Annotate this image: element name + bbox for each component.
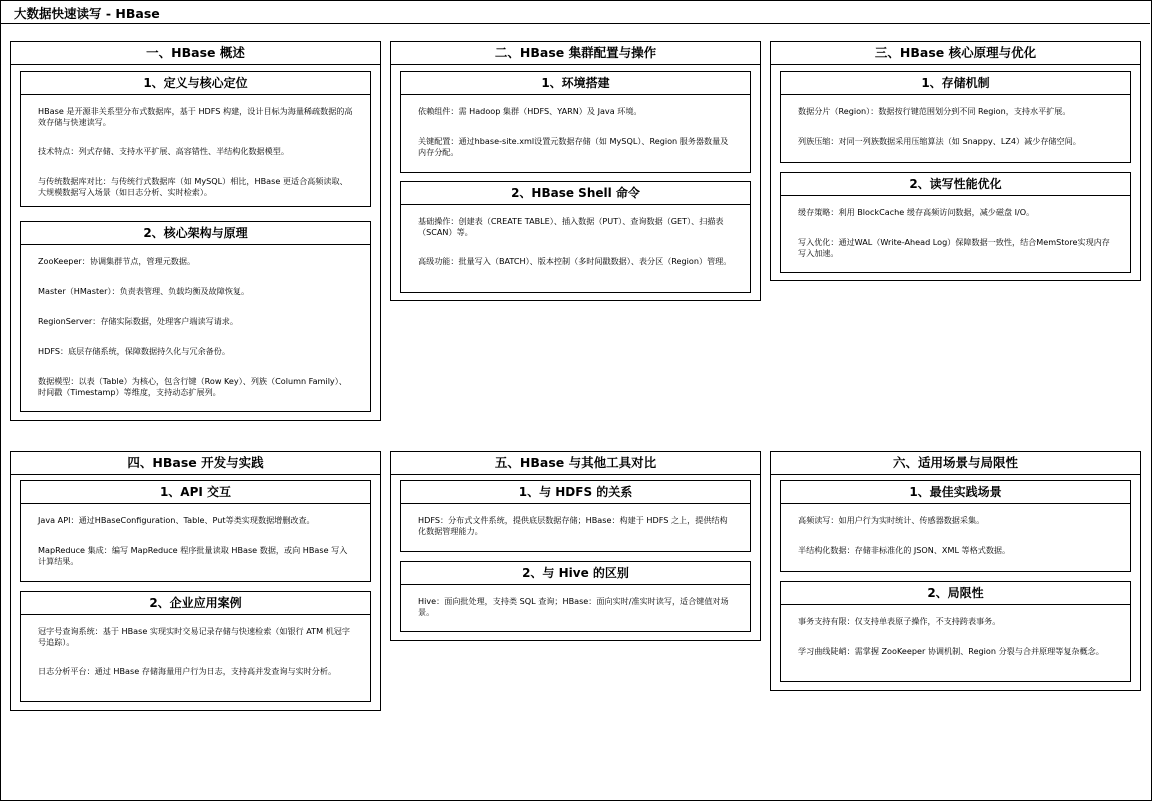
section-cluster-config <box>390 41 761 301</box>
card-title: 1、与 HDFS 的关系 <box>401 481 750 504</box>
card-limitations <box>780 581 1131 682</box>
card-text: Hive：面向批处理，支持类 SQL 查询；HBase：面向实时/准实时读写，适合键值对场景。 <box>418 596 729 617</box>
section-overview <box>10 41 381 421</box>
card-text: 冠字号查询系统：基于 HBase 实现实时交易记录存储与快速检索（如银行 ATM 机冠字号追踪）。 <box>38 626 350 647</box>
card-text: 事务支持有限：仅支持单表原子操作，不支持跨表事务。 <box>798 616 1001 626</box>
card-text: Master（HMaster）：负责表管理、负载均衡及故障恢复。 <box>38 286 250 296</box>
card-title: 2、HBase Shell 命令 <box>401 182 750 205</box>
section-title: 三、HBase 核心原理与优化 <box>771 42 1140 65</box>
section-core-principles <box>770 41 1141 281</box>
card-title: 2、与 Hive 的区别 <box>401 562 750 585</box>
card-title: 2、核心架构与原理 <box>21 222 370 245</box>
card-performance-optimization <box>780 172 1131 273</box>
card-title: 1、环境搭建 <box>401 72 750 95</box>
card-text: HDFS：底层存储系统，保障数据持久化与冗余备份。 <box>38 346 230 356</box>
card-title: 2、局限性 <box>781 582 1130 605</box>
section-title: 二、HBase 集群配置与操作 <box>391 42 760 65</box>
card-title: 2、读写性能优化 <box>781 173 1130 196</box>
card-hdfs-relation <box>400 480 751 552</box>
card-title: 2、企业应用案例 <box>21 592 370 615</box>
card-storage-mechanism <box>780 71 1131 163</box>
title-bar <box>0 0 1150 24</box>
page-title: 大数据快速读写 - HBase <box>14 6 160 21</box>
card-text: 与传统数据库对比：与传统行式数据库（如 MySQL）相比，HBase 更适合高频读取、大规模数据写入场景（如日志分析、实时检索）。 <box>38 176 348 197</box>
card-text: Java API：通过HBaseConfiguration、Table、Put等类实现数据增删改查。 <box>38 515 315 525</box>
card-hbase-shell <box>400 181 751 293</box>
card-definition <box>20 71 371 207</box>
section-development-practice <box>10 451 381 711</box>
card-text: 缓存策略：利用 BlockCache 缓存高频访问数据，减少磁盘 I/O。 <box>798 207 1035 217</box>
card-text: HDFS：分布式文件系统，提供底层数据存储；HBase：构建于 HDFS 之上，提供结构化数据管理能力。 <box>418 515 728 536</box>
card-text: 依赖组件：需 Hadoop 集群（HDFS、YARN）及 Java 环境。 <box>418 106 642 116</box>
card-environment-setup <box>400 71 751 173</box>
card-architecture <box>20 221 371 412</box>
section-scenarios-limitations <box>770 451 1141 691</box>
section-title: 四、HBase 开发与实践 <box>11 452 380 475</box>
card-text: 数据分片（Region）：数据按行键范围划分到不同 Region，支持水平扩展。 <box>798 106 1071 116</box>
card-text: 高级功能：批量写入（BATCH）、版本控制（多时间戳数据）、表分区（Region）管理。 <box>418 256 732 266</box>
card-enterprise-cases <box>20 591 371 702</box>
card-text: ZooKeeper：协调集群节点，管理元数据。 <box>38 256 196 266</box>
section-tool-comparison <box>390 451 761 641</box>
card-title: 1、存储机制 <box>781 72 1130 95</box>
card-title: 1、最佳实践场景 <box>781 481 1130 504</box>
card-text: 半结构化数据：存储非标准化的 JSON、XML 等格式数据。 <box>798 545 1011 555</box>
section-title: 一、HBase 概述 <box>11 42 380 65</box>
card-text: 关键配置：通过hbase-site.xml设置元数据存储（如 MySQL）、Region 服务器数量及内存分配。 <box>418 136 729 157</box>
card-text: 学习曲线陡峭：需掌握 ZooKeeper 协调机制、Region 分裂与合并原理等复杂概念。 <box>798 646 1104 656</box>
card-text: 基础操作：创建表（CREATE TABLE）、插入数据（PUT）、查询数据（GET）、扫描表（SCAN）等。 <box>418 216 724 237</box>
card-api-interaction <box>20 480 371 582</box>
section-title: 六、适用场景与局限性 <box>771 452 1140 475</box>
card-text: 数据模型：以表（Table）为核心，包含行键（Row Key）、列族（Column Family）、时间戳（Timestamp）等维度，支持动态扩展列。 <box>38 376 347 397</box>
card-text: HBase 是开源非关系型分布式数据库，基于 HDFS 构建，设计目标为海量稀疏数据的高效存储与快速读写。 <box>38 106 353 127</box>
section-title: 五、HBase 与其他工具对比 <box>391 452 760 475</box>
card-text: MapReduce 集成：编写 MapReduce 程序批量读取 HBase 数据，或向 HBase 写入计算结果。 <box>38 545 348 566</box>
card-title: 1、API 交互 <box>21 481 370 504</box>
card-best-practices <box>780 480 1131 572</box>
card-text: 写入优化：通过WAL（Write-Ahead Log）保障数据一致性，结合MemStore实现内存写入加速。 <box>798 237 1110 258</box>
card-text: 日志分析平台：通过 HBase 存储海量用户行为日志，支持高并发查询与实时分析。 <box>38 666 337 676</box>
card-text: 技术特点：列式存储、支持水平扩展、高容错性、半结构化数据模型。 <box>38 146 289 156</box>
card-title: 1、定义与核心定位 <box>21 72 370 95</box>
card-text: RegionServer：存储实际数据，处理客户端读写请求。 <box>38 316 238 326</box>
card-hive-difference <box>400 561 751 632</box>
card-text: 高频读写：如用户行为实时统计、传感器数据采集。 <box>798 515 985 525</box>
card-text: 列族压缩：对同一列族数据采用压缩算法（如 Snappy、LZ4）减少存储空间。 <box>798 136 1081 146</box>
